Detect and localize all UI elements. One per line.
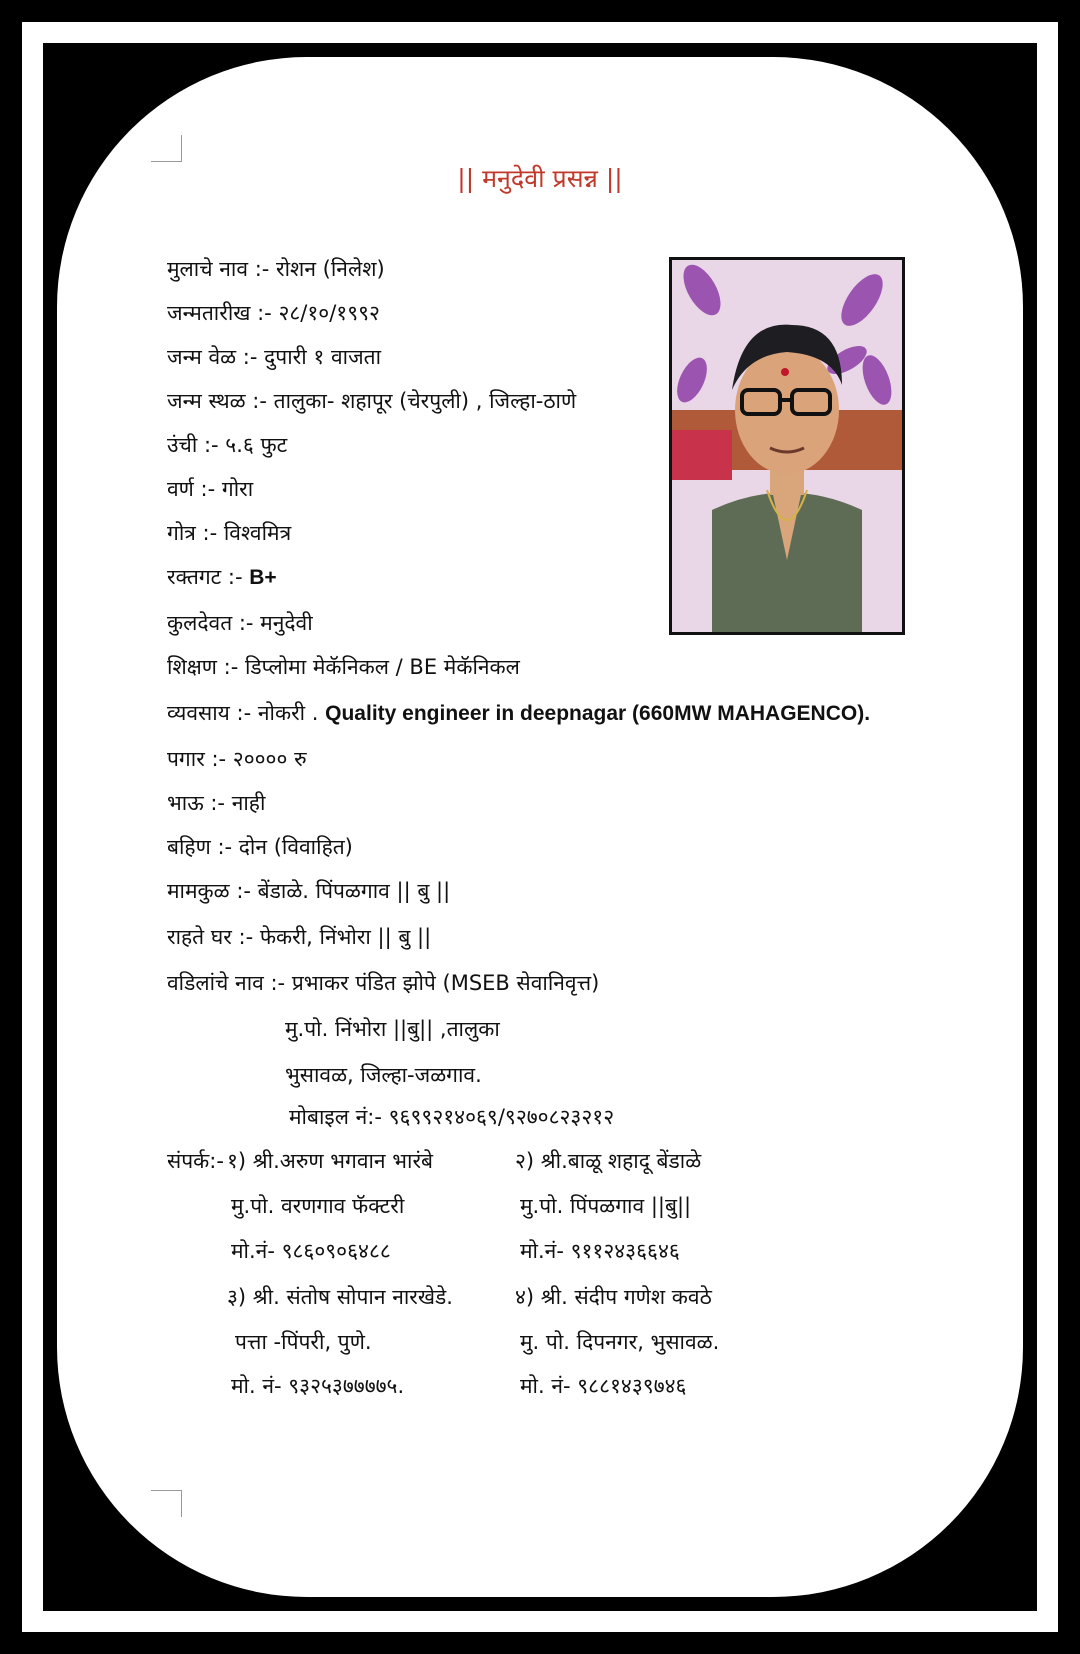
field-complexion-label: वर्ण :- — [167, 477, 222, 501]
field-blood-group — [167, 563, 277, 591]
portrait-image — [672, 260, 902, 632]
field-mamkul-label: मामकुळ :- — [167, 879, 258, 903]
field-kuldevat — [167, 609, 313, 637]
field-occupation — [167, 699, 870, 727]
contact-label: संपर्क:- — [167, 1149, 224, 1173]
contact-1-phone: मो.नं- ९८६०९०६४८८ — [231, 1239, 391, 1263]
field-brother-label: भाऊ :- — [167, 791, 232, 815]
field-name — [167, 255, 385, 283]
field-blood-group-value: B+ — [249, 566, 277, 589]
field-salary-label: पगार :- — [167, 747, 233, 771]
field-birth-place-value: तालुका- शहापूर (चेरपुली) , जिल्हा-ठाणे — [273, 389, 577, 413]
field-dob-label: जन्मतारीख :- — [167, 301, 279, 325]
field-kuldevat-label: कुलदेवत :- — [167, 611, 261, 635]
field-salary — [167, 745, 307, 773]
groom-photo — [669, 257, 905, 635]
contact-4-phone: मो. नं- ९८८१४३९७४६ — [520, 1374, 687, 1398]
field-gotra-value: विश्वमित्र — [223, 521, 292, 545]
contact-1-address: मु.पो. वरणगाव फॅक्टरी — [231, 1194, 405, 1218]
field-blood-group-label: रक्तगट :- — [167, 565, 250, 589]
contact-2-address: मु.पो. पिंपळगाव ||बु|| — [520, 1194, 692, 1218]
father-address-line: मु.पो. निंभोरा ||बु|| ,तालुका — [285, 1017, 500, 1041]
contact-3-phone: मो. नं- ९३२५३७७७७५. — [231, 1374, 405, 1398]
field-residence — [167, 923, 431, 951]
contact-4-name: ४) श्री. संदीप गणेश कवठे — [515, 1285, 712, 1309]
field-birth-time-label: जन्म वेळ :- — [167, 345, 265, 369]
field-brother-value: नाही — [231, 791, 266, 815]
field-kuldevat-value: मनुदेवी — [260, 611, 313, 635]
field-dob-value: २८/१०/१९९२ — [278, 301, 380, 325]
field-gotra — [167, 519, 291, 547]
field-sister-label: बहिण :- — [167, 835, 239, 859]
page-title: || मनुदेवी प्रसन्न || — [457, 164, 623, 193]
field-gotra-label: गोत्र :- — [167, 521, 224, 545]
field-birth-time-value: दुपारी १ वाजता — [264, 345, 382, 369]
biodata-page — [57, 57, 1023, 1597]
field-residence-label: राहते घर :- — [167, 925, 260, 949]
crop-mark-top — [151, 135, 182, 162]
field-education-label: शिक्षण :- — [167, 655, 245, 679]
field-birth-time — [167, 343, 381, 371]
contact-3-address: पत्ता -पिंपरी, पुणे. — [235, 1330, 372, 1354]
field-sister-value: दोन (विवाहित) — [238, 835, 353, 859]
field-complexion-value: गोरा — [221, 477, 254, 501]
field-father-label: वडिलांचे नाव :- — [167, 971, 292, 995]
field-father-value: प्रभाकर पंडित झोपे (MSEB सेवानिवृत्त) — [291, 971, 600, 995]
contact-4-address: मु. पो. दिपनगर, भुसावळ. — [520, 1330, 720, 1354]
father-address-line: भुसावळ, जिल्हा-जळगाव. — [285, 1063, 482, 1087]
father-mobile: मोबाइल नं:- ९६९९२१४०६९/९२७०८२३२१२ — [289, 1105, 615, 1129]
field-sister — [167, 833, 353, 861]
contact-2-phone: मो.नं- ९११२४३६६४६ — [520, 1239, 680, 1263]
field-name-value: रोशन (निलेश) — [276, 257, 385, 281]
field-dob — [167, 299, 380, 327]
field-mamkul — [167, 877, 450, 905]
field-height-value: ५.६ फुट — [225, 433, 288, 457]
field-residence-value: फेकरी, निंभोरा || बु || — [259, 925, 432, 949]
field-occupation-label: व्यवसाय :- — [167, 701, 258, 725]
field-father — [167, 969, 599, 997]
field-occupation-value-en: Quality engineer in deepnagar (660MW MAHAGENCO). — [325, 702, 871, 725]
contact-2-name: २) श्री.बाळू शहादू बेंडाळे — [515, 1149, 702, 1173]
contact-1-name: १) श्री.अरुण भगवान भारंबे — [227, 1149, 434, 1173]
field-education-value: डिप्लोमा मेकॅनिकल / BE मेकॅनिकल — [244, 655, 520, 679]
field-complexion — [167, 475, 253, 503]
contact-3-name: ३) श्री. संतोष सोपान नारखेडे. — [227, 1285, 453, 1309]
field-salary-value: २०००० रु — [232, 747, 307, 771]
field-height — [167, 431, 287, 459]
field-mamkul-value: बेंडाळे. पिंपळगाव || बु || — [257, 879, 451, 903]
field-height-label: उंची :- — [167, 433, 226, 457]
field-birth-place — [167, 387, 576, 415]
field-birth-place-label: जन्म स्थळ :- — [167, 389, 274, 413]
field-occupation-value: नोकरी . — [257, 701, 326, 725]
field-education — [167, 653, 520, 681]
crop-mark-bottom — [151, 1490, 182, 1517]
field-brother — [167, 789, 265, 817]
field-name-label: मुलाचे नाव :- — [167, 257, 277, 281]
